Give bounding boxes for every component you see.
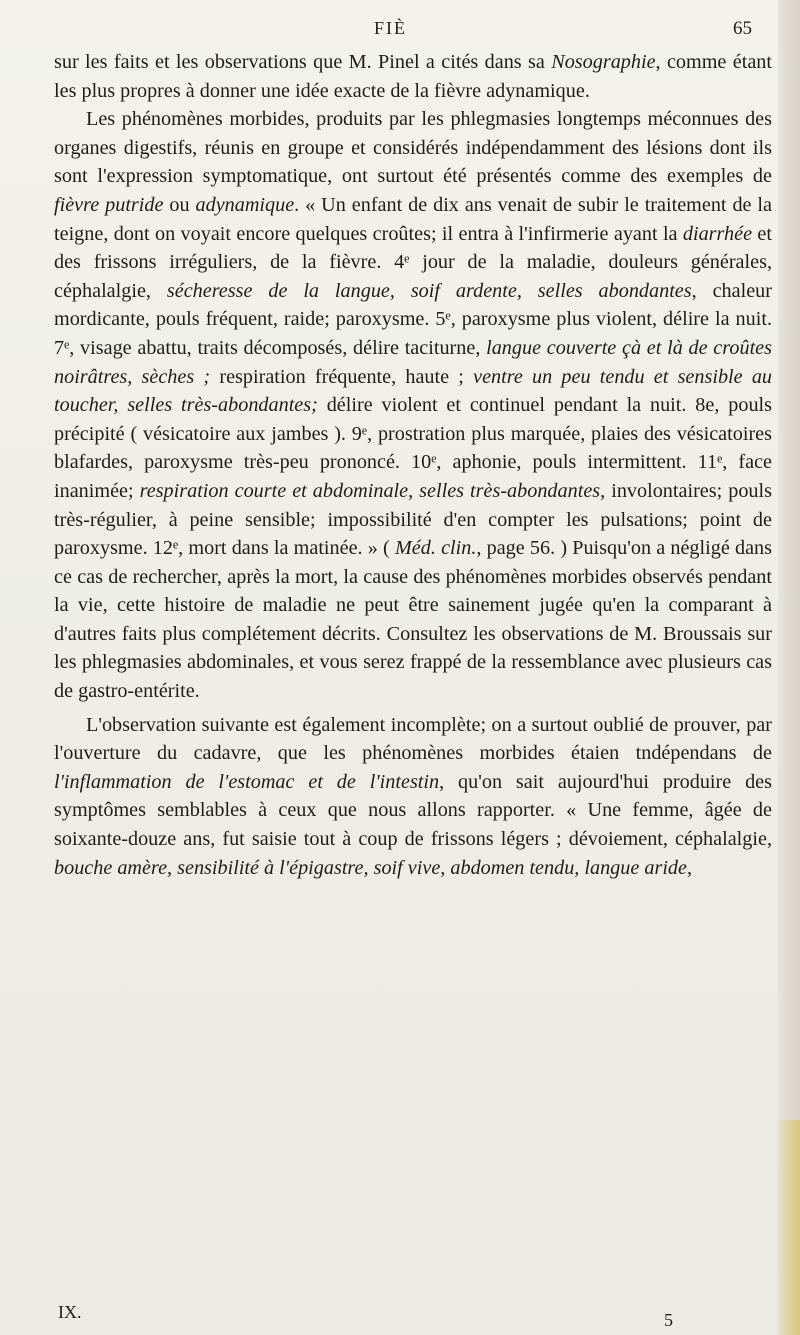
signature-mark: IX. bbox=[58, 1302, 82, 1322]
page-header bbox=[136, 14, 776, 44]
text-run: , comme étant les plus propres à donner une idée exacte de la fièvre adynamique. bbox=[54, 51, 773, 102]
text-run: délire violent et continuel pendant la nuit. 8e, pouls précipité ( vésicatoire aux jambes ). 9ᵉ, prostration plus marquée, plaies des vésicatoires blafardes, paroxysme très-peu prononcé. 10ᵉ, aphonie, pouls intermittent. 11ᵉ, face inanimée; bbox=[54, 394, 772, 502]
italic-run: bouche amère, sensibilité à l'épigastre, soif vive, abdomen tendu, langue aride bbox=[54, 856, 687, 879]
italic-run: Méd. clin. bbox=[394, 537, 477, 560]
text-run: Les phénomènes morbides, produits par les phlegmasies longtemps méconnues des organes digestifs, réunis en groupe et considérés indépendamment des lésions dont ils sont l'expression symptomatique, ont surtout été présentés comme des exemples de bbox=[54, 108, 772, 188]
paragraph-1 bbox=[54, 48, 772, 105]
italic-run: respiration courte et abdominale, selles très-abondantes, bbox=[139, 479, 606, 502]
text-run: et des frissons irréguliers, de la fièvre. 4ᵉ jour de la maladie, douleurs générales, céphalalgie, bbox=[54, 222, 772, 302]
italic-run: l'inflammation de l'estomac et de l'intestin bbox=[54, 770, 440, 793]
sheet-number: 5 bbox=[664, 1310, 673, 1330]
running-title: FIÈ bbox=[374, 18, 407, 38]
text-run: , bbox=[687, 856, 693, 879]
italic-run: fièvre putride bbox=[54, 193, 164, 216]
paragraph-2 bbox=[54, 105, 772, 705]
paper-stain bbox=[775, 1120, 800, 1335]
text-run: L'observation suivante est également incomplète; on a surtout oublié de prouver, par l'ouverture du cadavre, que les phénomènes morbides étaien tndépendans de bbox=[54, 713, 772, 765]
italic-run: ventre un peu tendu et sensible au toucher, selles très-abondantes; bbox=[54, 365, 773, 417]
text-run: sur les faits et les observations que M. Pinel a cités dans sa bbox=[54, 51, 552, 73]
page-footer bbox=[54, 1302, 772, 1332]
text-run: respiration fréquente, haute ; bbox=[210, 365, 474, 388]
paragraph-3 bbox=[54, 711, 772, 883]
italic-run: sécheresse de la langue, soif ardente, selles abondantes bbox=[166, 279, 692, 302]
text-run: . « Un enfant de dix ans venait de subir le traitement de la teigne, dont on voyait encore quelques croûtes; il entra à l'infirmerie ayant la bbox=[54, 193, 772, 245]
text-run: , page 56. ) Puisqu'on a négligé dans ce cas de rechercher, après la mort, la cause des phénomènes morbides observés pendant la vie, cette histoire de maladie ne peut être sainement jugée qu'en la comparant à d'autres faits plus complétement décrits. Consultez les observations de M. Broussais sur les phlegmasies abdominales, et vous serez frappé de la ressemblance avec plusieurs cas de gastro-entérite. bbox=[54, 537, 772, 703]
italic-run: Nosographie bbox=[551, 51, 656, 73]
text-run: ou bbox=[163, 193, 196, 216]
italic-run: adynamique bbox=[195, 193, 295, 216]
italic-run: diarrhée bbox=[682, 222, 753, 245]
page-number: 65 bbox=[733, 18, 752, 39]
text-run: involontaires; pouls très-régulier, à peine sensible; impossibilité d'en compter les pulsations; point de paroxysme. 12ᵉ, mort dans la matinée. » ( bbox=[54, 479, 772, 560]
italic-run: langue couverte çà et là de croûtes noirâtres, sèches ; bbox=[54, 336, 772, 388]
body-text bbox=[54, 48, 772, 882]
text-run: , chaleur mordicante, pouls fréquent, raide; paroxysme. 5ᵉ, paroxysme plus violent, délire la nuit. 7ᵉ, visage abattu, traits décomposés, délire taciturne, bbox=[54, 279, 772, 359]
text-run: , qu'on sait aujourd'hui produire des symptômes semblables à ceux que nous allons rapporter. « Une femme, âgée de soixante-douze ans, fut saisie tout à coup de frissons légers ; dévoiement, céphalalgie, bbox=[54, 770, 772, 851]
